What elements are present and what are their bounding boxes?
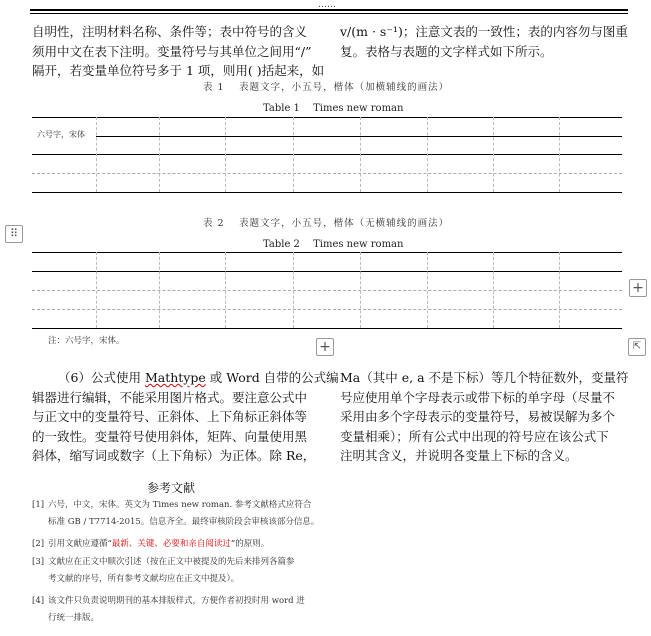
text-line: 考文献的序号，所有参考文献均应在正文中提及）。: [48, 574, 240, 584]
add-column-button[interactable]: [629, 279, 647, 297]
table-rule: [96, 136, 622, 137]
reference-item: [32, 593, 332, 627]
reference-number: [3]: [32, 557, 45, 567]
table-grid-line: [559, 117, 560, 192]
reference-item: [32, 497, 332, 531]
table2-caption-cn: 表 2 表题文字，小五号，楷体（无横辅线的画法）: [203, 218, 450, 229]
resize-corner-icon[interactable]: ⇱: [628, 338, 646, 356]
table2-note: 注：六号字，宋体。: [48, 336, 125, 346]
top-left-paragraph: [32, 22, 324, 81]
text-span: 或 Word 自带的公式编: [205, 370, 339, 385]
text-line: [32, 368, 339, 388]
table-grid-line: [225, 252, 226, 328]
reference-item: [32, 554, 332, 588]
mathtype-word: Mathtype: [144, 370, 206, 385]
text-line: 变量相乘）；所有公式中出现的符号应在该公式下: [340, 428, 609, 444]
text-line: 辑器进行编辑，不能采用图片格式。要注意公式中: [32, 389, 308, 405]
text-line: Ma（其中 e, a 不是下标）等几个特征数外，变量符: [340, 370, 629, 385]
table-rule: [32, 290, 622, 291]
table-grid-line: [559, 252, 560, 328]
reference-number: [2]: [32, 539, 45, 549]
text-line: 标准 GB / T7714-2015。信息齐全。最终审核阶段会审核该部分信息。: [48, 517, 320, 527]
text-line: 斜体，缩写词或数字（上下角标）为正体。除 Re，: [32, 448, 316, 463]
text-line: 六号，中文，宋体。英文为 Times new roman. 参考文献格式应符合: [48, 500, 312, 510]
text-line: 须用中文在表下注明。变量符号与其单位之间用“/”: [32, 43, 312, 59]
text-line: 行统一排版。: [48, 613, 100, 623]
table-grid-line: [293, 117, 294, 192]
table-rule: [32, 271, 622, 272]
text-line: v/(m · s⁻¹)；注意文表的一致性；表的内容勿与图重: [340, 24, 628, 39]
text-span: ”的原则。: [230, 539, 270, 549]
text-line: 文献应在正文中顺次引述（按在正文中被提及的先后来排列各篇参: [48, 557, 295, 567]
table-rule: [32, 192, 622, 193]
table-rule: [32, 252, 622, 253]
references-title: 参考文献: [147, 481, 196, 495]
table-grid-line: [225, 117, 226, 192]
plus-icon: +: [632, 280, 644, 296]
drag-handle-icon[interactable]: ⠿: [5, 225, 23, 243]
table-rule: [32, 154, 622, 155]
variable-paragraph: [340, 368, 629, 466]
table-grid-line: [96, 252, 97, 328]
text-line: 采用由多个字母表示的变量符号，易被误解为多个: [340, 409, 616, 424]
table-grid-line: [360, 252, 361, 328]
table-rule: [32, 173, 622, 174]
table-grid-line: [427, 252, 428, 328]
text-line: 该文件只负责说明期刊的基本排版样式，方便作者初投时用 word 进: [48, 596, 305, 606]
table-grid-line: [427, 117, 428, 192]
reference-text: [48, 497, 319, 531]
table-rule: [32, 117, 622, 118]
table1-caption-en: Table 1 Times new roman: [263, 103, 404, 114]
reference-text: [48, 554, 295, 588]
table-rule: [32, 309, 622, 310]
reference-text: [48, 593, 305, 627]
add-row-button[interactable]: [316, 338, 334, 356]
table-grid-line: [96, 117, 97, 192]
reference-text: [48, 536, 269, 553]
text-line: 复。表格与表题的文字样式如下所示。: [340, 43, 553, 59]
table1-caption-cn: 表 1 表题文字，小五号，楷体（加横辅线的画法）: [203, 82, 450, 93]
table-grid-line: [360, 117, 361, 192]
table-grid-line: [493, 252, 494, 328]
table-cell: 六号字，宋体: [37, 130, 85, 139]
text-line: 注明其含义，并说明各变量上下标的含义。: [340, 448, 578, 463]
table-rule: [32, 328, 622, 329]
table-grid-line: [159, 117, 160, 192]
text-span: （6）公式使用: [58, 370, 145, 385]
table-grid-line: [159, 252, 160, 328]
text-line: 号应使用单个字母表示或带下标的单字母（尽量不: [340, 389, 616, 405]
reference-number: [4]: [32, 596, 45, 606]
text-line: 隔开，若变量单位符号多于 1 项，则用( )括起来，如: [32, 63, 325, 78]
table-grid-line: [293, 252, 294, 328]
table-grid-line: [493, 117, 494, 192]
header-rule-bottom: [30, 13, 628, 14]
plus-icon: +: [319, 339, 331, 355]
top-right-paragraph: [340, 22, 628, 61]
table2-caption-en: Table 2 Times new roman: [263, 239, 404, 250]
text-line: 的一致性。变量符号使用斜体，矩阵、向量使用黑: [32, 428, 308, 444]
table2[interactable]: [32, 252, 622, 329]
text-line: 自明性，注明材料名称、条件等；表中符号的含义: [32, 24, 308, 39]
header-fragment: ……: [318, 0, 336, 10]
reference-number: [1]: [32, 500, 45, 510]
reference-item: [32, 536, 332, 553]
table1[interactable]: [32, 117, 622, 193]
text-line: 与正文中的变量符号、正斜体、上下角标正斜体等: [32, 409, 308, 424]
highlighted-text: 最新、关键、必要和亲自阅读过: [111, 539, 231, 549]
text-span: 引用文献应遵循“: [48, 539, 112, 549]
formula-paragraph: [32, 368, 339, 466]
